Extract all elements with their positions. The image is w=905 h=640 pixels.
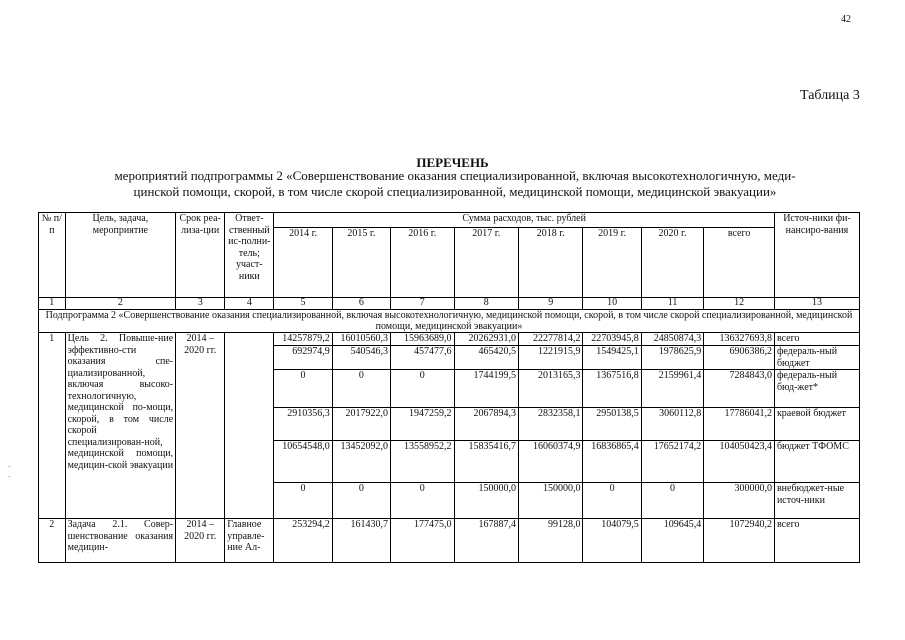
total-cell: 1072940,2 xyxy=(704,519,775,563)
header-year: 2020 г. xyxy=(641,228,703,298)
subprogram-row xyxy=(39,310,860,333)
amount-cell: 457477,6 xyxy=(391,346,454,370)
task-row xyxy=(39,519,860,563)
goal-number: 1 xyxy=(39,333,66,519)
header-year: 2016 г. xyxy=(391,228,454,298)
total-cell: 136327693,8 xyxy=(704,333,775,346)
column-index-row xyxy=(39,298,860,310)
amount-cell: 22277814,2 xyxy=(518,333,582,346)
header-source: Источ-ники фи-нансиро-вания xyxy=(774,213,859,298)
goal-term: 2014 – 2020 гг. xyxy=(176,333,225,519)
amount-cell: 0 xyxy=(391,483,454,519)
amount-cell: 150000,0 xyxy=(454,483,518,519)
goal-row xyxy=(39,333,860,346)
column-index: 1 xyxy=(39,298,66,310)
amount-cell: 1744199,5 xyxy=(454,370,518,408)
amount-cell: 17652174,2 xyxy=(641,441,703,483)
amount-cell: 2910356,3 xyxy=(274,408,332,441)
header-year: 2014 г. xyxy=(274,228,332,298)
header-goal: Цель, задача, мероприятие xyxy=(65,213,176,298)
total-cell: 17786041,2 xyxy=(704,408,775,441)
total-cell: 7284843,0 xyxy=(704,370,775,408)
scan-artifact: - xyxy=(8,462,11,471)
header-year: 2015 г. xyxy=(332,228,390,298)
amount-cell: 2832358,1 xyxy=(518,408,582,441)
amount-cell: 177475,0 xyxy=(391,519,454,563)
source-cell: внебюджет-ные источ-ники xyxy=(774,483,859,519)
column-index: 7 xyxy=(391,298,454,310)
task-text: Задача 2.1. Совер-шенствование оказания медицин- xyxy=(65,519,176,563)
amount-cell: 0 xyxy=(332,370,390,408)
amount-cell: 692974,9 xyxy=(274,346,332,370)
column-index: 2 xyxy=(65,298,176,310)
amount-cell: 2950138,5 xyxy=(583,408,641,441)
amount-cell: 0 xyxy=(274,370,332,408)
amount-cell: 16836865,4 xyxy=(583,441,641,483)
measures-table xyxy=(38,212,860,563)
column-index: 10 xyxy=(583,298,641,310)
task-responsible: Главное управле-ние Ал- xyxy=(225,519,274,563)
amount-cell: 167887,4 xyxy=(454,519,518,563)
source-cell: всего xyxy=(774,333,859,346)
amount-cell: 0 xyxy=(391,370,454,408)
amount-cell: 22703945,8 xyxy=(583,333,641,346)
amount-cell: 16010560,3 xyxy=(332,333,390,346)
amount-cell: 3060112,8 xyxy=(641,408,703,441)
document-subtitle xyxy=(30,168,880,200)
amount-cell: 24850874,3 xyxy=(641,333,703,346)
total-cell: 6906386,2 xyxy=(704,346,775,370)
source-cell: федераль-ный бюд-жет* xyxy=(774,370,859,408)
column-index: 4 xyxy=(225,298,274,310)
amount-cell: 109645,4 xyxy=(641,519,703,563)
column-index: 3 xyxy=(176,298,225,310)
amount-cell: 465420,5 xyxy=(454,346,518,370)
header-total: всего xyxy=(704,228,775,298)
header-row xyxy=(39,213,860,228)
column-index: 8 xyxy=(454,298,518,310)
amount-cell: 2017922,0 xyxy=(332,408,390,441)
amount-cell: 14257879,2 xyxy=(274,333,332,346)
amount-cell: 1221915,9 xyxy=(518,346,582,370)
amount-cell: 0 xyxy=(332,483,390,519)
amount-cell: 1947259,2 xyxy=(391,408,454,441)
subtitle-line-1: мероприятий подпрограммы 2 «Совершенствование оказания специализированной, включая высокотехнологичную, меди- xyxy=(114,168,796,183)
column-index: 13 xyxy=(774,298,859,310)
column-index: 11 xyxy=(641,298,703,310)
column-index: 6 xyxy=(332,298,390,310)
subprogram-title: Подпрограмма 2 «Совершенствование оказания специализированной, включая высокотехнологичную, медицинской помощи, скорой, в том числе скорой специализированной, медицинской помощи, медицинской эвакуации» xyxy=(39,310,860,333)
amount-cell: 13452092,0 xyxy=(332,441,390,483)
source-cell: краевой бюджет xyxy=(774,408,859,441)
header-year: 2019 г. xyxy=(583,228,641,298)
task-term: 2014 – 2020 гг. xyxy=(176,519,225,563)
amount-cell: 1367516,8 xyxy=(583,370,641,408)
source-cell: бюджет ТФОМС xyxy=(774,441,859,483)
amount-cell: 15835416,7 xyxy=(454,441,518,483)
amount-cell: 15963689,0 xyxy=(391,333,454,346)
source-cell: федераль-ный бюджет xyxy=(774,346,859,370)
header-year: 2017 г. xyxy=(454,228,518,298)
header-responsible: Ответ-ственный ис-полни-тель; участ-ники xyxy=(225,213,274,298)
goal-responsible xyxy=(225,333,274,519)
subtitle-line-2: цинской помощи, скорой, в том числе скорой специализированной, медицинской помощи, медицинской эвакуации» xyxy=(133,184,777,199)
amount-cell: 0 xyxy=(641,483,703,519)
column-index: 12 xyxy=(704,298,775,310)
amount-cell: 0 xyxy=(274,483,332,519)
amount-cell: 1978625,9 xyxy=(641,346,703,370)
document-title: ПЕРЕЧЕНЬ xyxy=(416,155,489,170)
amount-cell: 540546,3 xyxy=(332,346,390,370)
total-cell: 104050423,4 xyxy=(704,441,775,483)
amount-cell: 2159961,4 xyxy=(641,370,703,408)
task-number: 2 xyxy=(39,519,66,563)
amount-cell: 253294,2 xyxy=(274,519,332,563)
page-number: 42 xyxy=(841,14,851,25)
header-year: 2018 г. xyxy=(518,228,582,298)
column-index: 5 xyxy=(274,298,332,310)
amount-cell: 150000,0 xyxy=(518,483,582,519)
header-term: Срок реа-лиза-ции xyxy=(176,213,225,298)
total-cell: 300000,0 xyxy=(704,483,775,519)
amount-cell: 2067894,3 xyxy=(454,408,518,441)
source-cell: всего xyxy=(774,519,859,563)
column-index: 9 xyxy=(518,298,582,310)
amount-cell: 16060374,9 xyxy=(518,441,582,483)
amount-cell: 20262931,0 xyxy=(454,333,518,346)
amount-cell: 1549425,1 xyxy=(583,346,641,370)
amount-cell: 104079,5 xyxy=(583,519,641,563)
header-sum: Сумма расходов, тыс. рублей xyxy=(274,213,775,228)
amount-cell: 161430,7 xyxy=(332,519,390,563)
amount-cell: 10654548,0 xyxy=(274,441,332,483)
header-num: № п/п xyxy=(39,213,66,298)
scan-artifact: - xyxy=(8,472,11,481)
table-label: Таблица 3 xyxy=(800,88,860,103)
goal-text: Цель 2. Повыше-ние эффективно-сти оказания спе-циализированной, включая высоко-технологичную, медицинской по-мощи, скорой, в том числе скорой специализирован-ной, медицинской помощи, медицин-ской эвакуации xyxy=(65,333,176,519)
amount-cell: 2013165,3 xyxy=(518,370,582,408)
amount-cell: 13558952,2 xyxy=(391,441,454,483)
amount-cell: 0 xyxy=(583,483,641,519)
amount-cell: 99128,0 xyxy=(518,519,582,563)
